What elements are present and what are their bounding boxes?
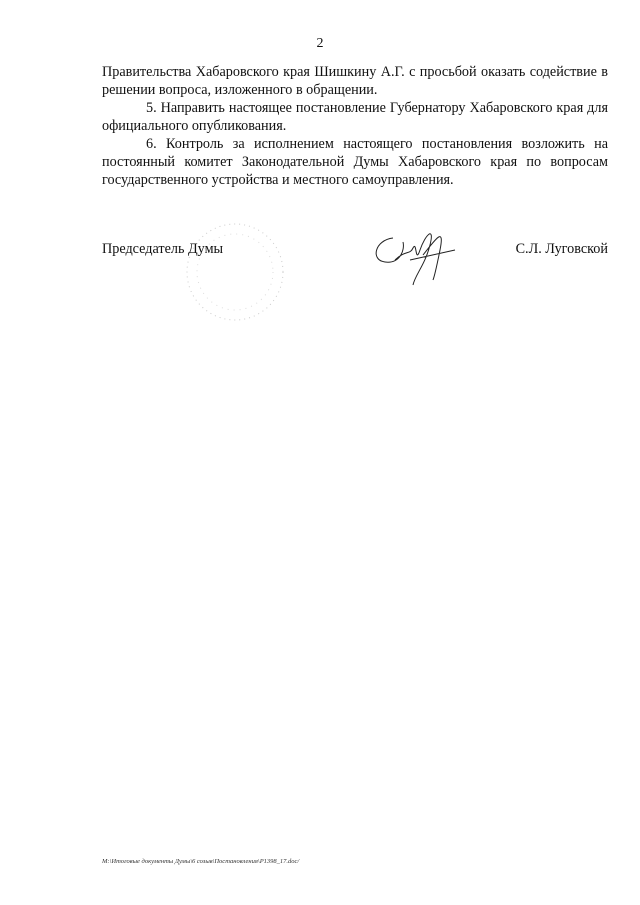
- paragraph-continuation: Правительства Хабаровского края Шишкину А.Г. с просьбой оказать содействие в решении вопроса, изложенного в обращении.: [102, 64, 608, 98]
- paragraph-item-5: 5. Направить настоящее постановление Губернатору Хабаровского края для официального опубликования.: [102, 100, 608, 134]
- page-number: 2: [316, 36, 324, 51]
- handwritten-signature: [365, 220, 465, 290]
- signatory-position: Председатель Думы: [102, 241, 224, 257]
- file-path-footer: М:\Итоговые документы Думы\6 созыв\Постановления\P1398_17.doc/: [102, 858, 300, 865]
- document-body: [102, 63, 608, 189]
- signatory-name: С.Л. Луговской: [515, 241, 608, 257]
- paragraph-item-6: 6. Контроль за исполнением настоящего постановления возложить на постоянный комитет Законодательной Думы Хабаровского края по вопросам государственного устройства и местного самоуправления.: [102, 136, 608, 188]
- faded-stamp: [180, 215, 290, 330]
